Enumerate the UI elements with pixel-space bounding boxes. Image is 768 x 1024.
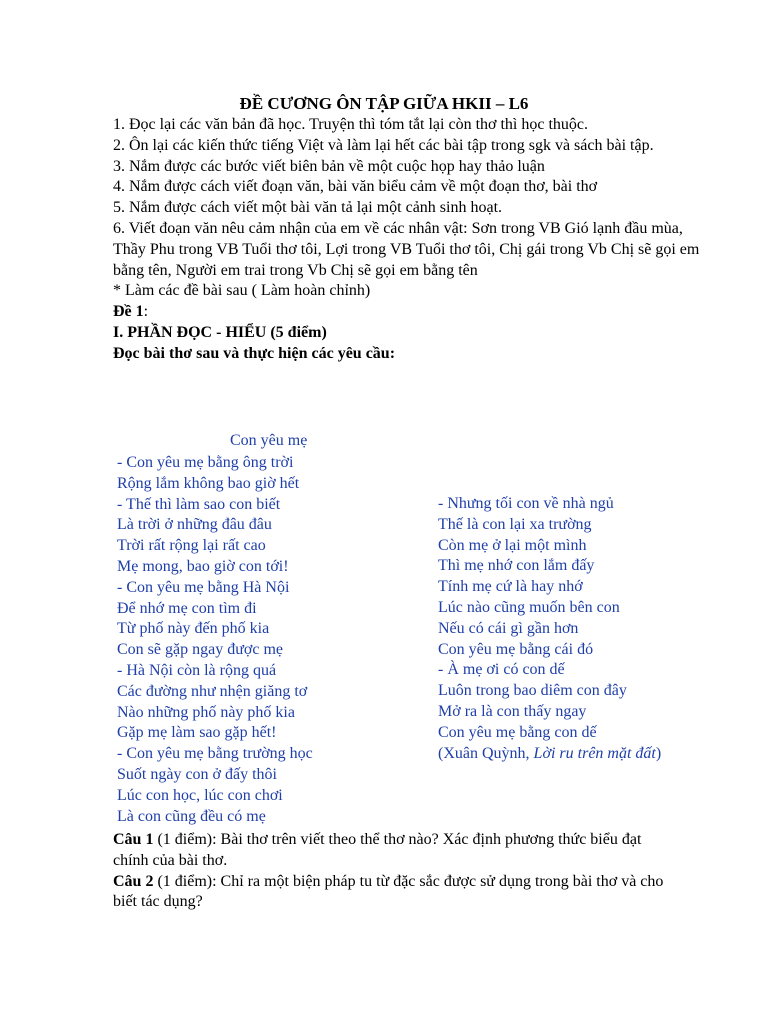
question-label: Câu 2 [113,872,154,890]
item-3: 3. Nắm được các bước viết biên bản về một cuộc họp hay thảo luận [113,157,545,175]
item-6: 6. Viết đoạn văn nêu cảm nhận của em về các nhân vật: Sơn trong VB Gió lạnh đầu mùa, Thầy Phu trong VB Tuổi thơ tôi, Lợi trong VB Tuổi thơ tôi, Chị gái trong Vb Chị sẽ gọi em bằng tên, Người em trai trong Vb Chị sẽ gọi em bằng tên [113,219,700,279]
poem-line: Mẹ mong, bao giờ con tới! [117,557,289,575]
exam-label-colon: : [143,303,149,321]
source-book: Lời ru trên mặt đất [533,744,656,762]
poem-line: - À mẹ ơi có con dế [438,661,565,679]
poem-line: Con yêu mẹ bằng con dế [438,723,597,741]
poem-line: Là con cũng đều có mẹ [117,807,266,825]
item-note: * Làm các đề bài sau ( Làm hoàn chỉnh) [113,282,371,300]
poem-line: Gặp mẹ làm sao gặp hết! [117,724,277,742]
poem-line: Là trời ở những đâu đâu [117,516,272,534]
poem-line: Từ phố này đến phố kia [117,620,270,638]
poem-line: Con sẽ gặp ngay được mẹ [117,641,283,659]
poem-line: Con yêu mẹ bằng cái đó [438,640,594,658]
poem-line: - Nhưng tối con về nhà ngủ [438,495,614,512]
document-body [113,115,713,365]
item-5: 5. Nắm được cách viết một bài văn tả lại một cảnh sinh hoạt. [113,199,503,217]
item-2: 2. Ôn lại các kiến thức tiếng Việt và làm lại hết các bài tập trong sgk và sách bài tập. [113,136,654,154]
section-title: I. PHẦN ĐỌC - HIỂU (5 điểm) [113,323,327,341]
poem-line: Nào những phố này phố kia [117,703,295,721]
item-1: 1. Đọc lại các văn bản đã học. Truyện thì tóm tắt lại còn thơ thì học thuộc. [113,116,589,133]
poem-line: - Con yêu mẹ bằng Hà Nội [117,578,290,596]
poem-line: - Con yêu mẹ bằng ông trời [117,454,294,471]
poem-line: Nếu có cái gì gần hơn [438,619,579,637]
poem-line: Mở ra là con thấy ngay [438,702,587,720]
poem-line: Tính mẹ cứ là hay nhớ [438,578,583,596]
question-label: Câu 1 [113,831,154,848]
item-4: 4. Nắm được cách viết đoạn văn, bài văn biểu cảm về một đoạn thơ, bài thơ [113,178,598,196]
poem-left-column [117,453,313,827]
poem-line: Lúc con học, lúc con chơi [117,786,283,804]
poem-title: Con yêu mẹ [230,432,308,449]
source-close: ) [655,744,662,762]
poem-line: Luôn trong bao diêm con đây [438,682,627,700]
poem-line: Còn mẹ ở lại một mình [438,536,587,554]
poem-line: Các đường như nhện giăng tơ [117,682,308,700]
instruction: Đọc bài thơ sau và thực hiện các yêu cầu: [113,344,396,362]
exam-label [113,302,713,323]
question-text: (1 điểm): Chỉ ra một biện pháp tu từ đặc sắc được sử dụng trong bài thơ và cho biết tác dụng? [113,872,664,911]
poem-line: Lúc nào cũng muốn bên con [438,598,620,616]
poem-line: Trời rất rộng lại rất cao [117,537,266,555]
document-title: ĐỀ CƯƠNG ÔN TẬP GIỮA HKII – L6 [239,94,529,113]
question-1 [113,830,673,872]
poem-source [438,744,661,765]
poem-line: - Con yêu mẹ bằng trường học [117,745,313,763]
poem-line: Suốt ngày con ở đấy thôi [117,765,277,783]
poem-line: - Hà Nội còn là rộng quá [117,661,277,679]
source-author: (Xuân Quỳnh, [438,744,534,762]
exam-label-text: Đề 1 [113,303,144,321]
poem-line: Để nhớ mẹ con tìm đi [117,599,257,617]
questions [113,830,673,913]
poem-right-column [438,494,661,764]
question-text: (1 điểm): Bài thơ trên viết theo thể thơ nào? Xác định phương thức biểu đạt chính của bài thơ. [113,831,642,869]
poem-line: Thì mẹ nhớ con lắm đấy [438,557,595,575]
question-2 [113,872,673,914]
poem-line: Rộng lắm không bao giờ hết [117,474,300,492]
poem-line: Thế là con lại xa trường [438,515,592,533]
poem-line: - Thế thì làm sao con biết [117,495,281,513]
